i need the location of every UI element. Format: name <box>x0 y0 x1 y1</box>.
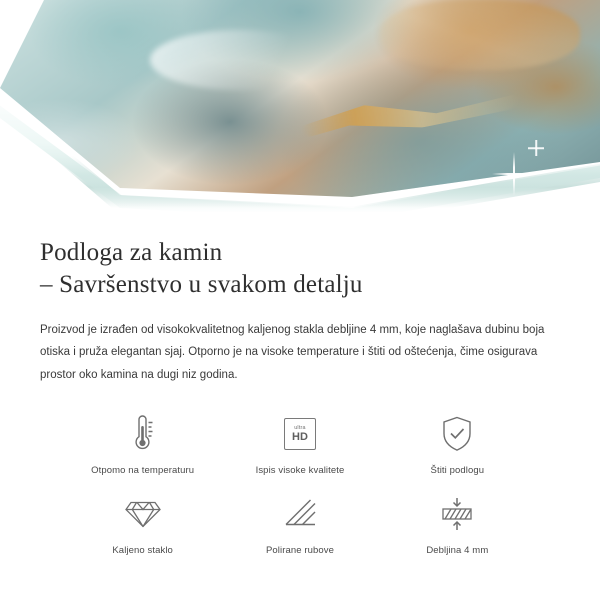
feature-label: Štiti podlogu <box>430 465 485 477</box>
marble-highlight <box>150 30 330 90</box>
polished-edges-icon <box>270 492 330 536</box>
page-title <box>40 237 560 301</box>
shield-check-icon <box>427 412 487 456</box>
page-title-line1: Podloga za kamin <box>40 239 223 266</box>
ultra-hd-badge-top: ultra <box>294 424 306 431</box>
ultra-hd-icon <box>270 412 330 456</box>
feature-item-polished-edges <box>221 492 378 556</box>
ultra-hd-badge-bottom: HD <box>292 430 308 443</box>
thermometer-icon <box>113 412 173 456</box>
feature-item-thickness <box>379 492 536 556</box>
feature-label: Debljina 4 mm <box>426 545 489 557</box>
page-title-line2: – Savršenstvo u svakom detalju <box>40 271 363 298</box>
diamond-icon <box>113 492 173 536</box>
feature-label: Ispis visoke kvalitete <box>255 465 345 477</box>
feature-item-temperature <box>64 412 221 476</box>
feature-item-tempered-glass <box>64 492 221 556</box>
hero-image <box>0 0 600 215</box>
feature-label: Kaljeno staklo <box>112 545 173 557</box>
thickness-arrows-icon <box>427 492 487 536</box>
content-block <box>0 215 600 556</box>
feature-item-print-quality <box>221 412 378 476</box>
feature-label: Polirane rubove <box>265 545 335 557</box>
marble-gold-vein-upper <box>380 0 580 70</box>
product-description: Proizvod je izrađen od visokokvalitetnog kaljenog stakla debljine 4 mm, koje naglašava dubinu boja otiska i pruža elegantan sjaj. Otporno je na visoke temperature i štiti od oštećenja, čime osigurava prostor oko kamina na dugi niz godina. <box>40 324 545 381</box>
feature-label: Otpomo na temperaturu <box>91 465 195 477</box>
feature-grid <box>40 412 560 556</box>
feature-item-protection <box>379 412 536 476</box>
